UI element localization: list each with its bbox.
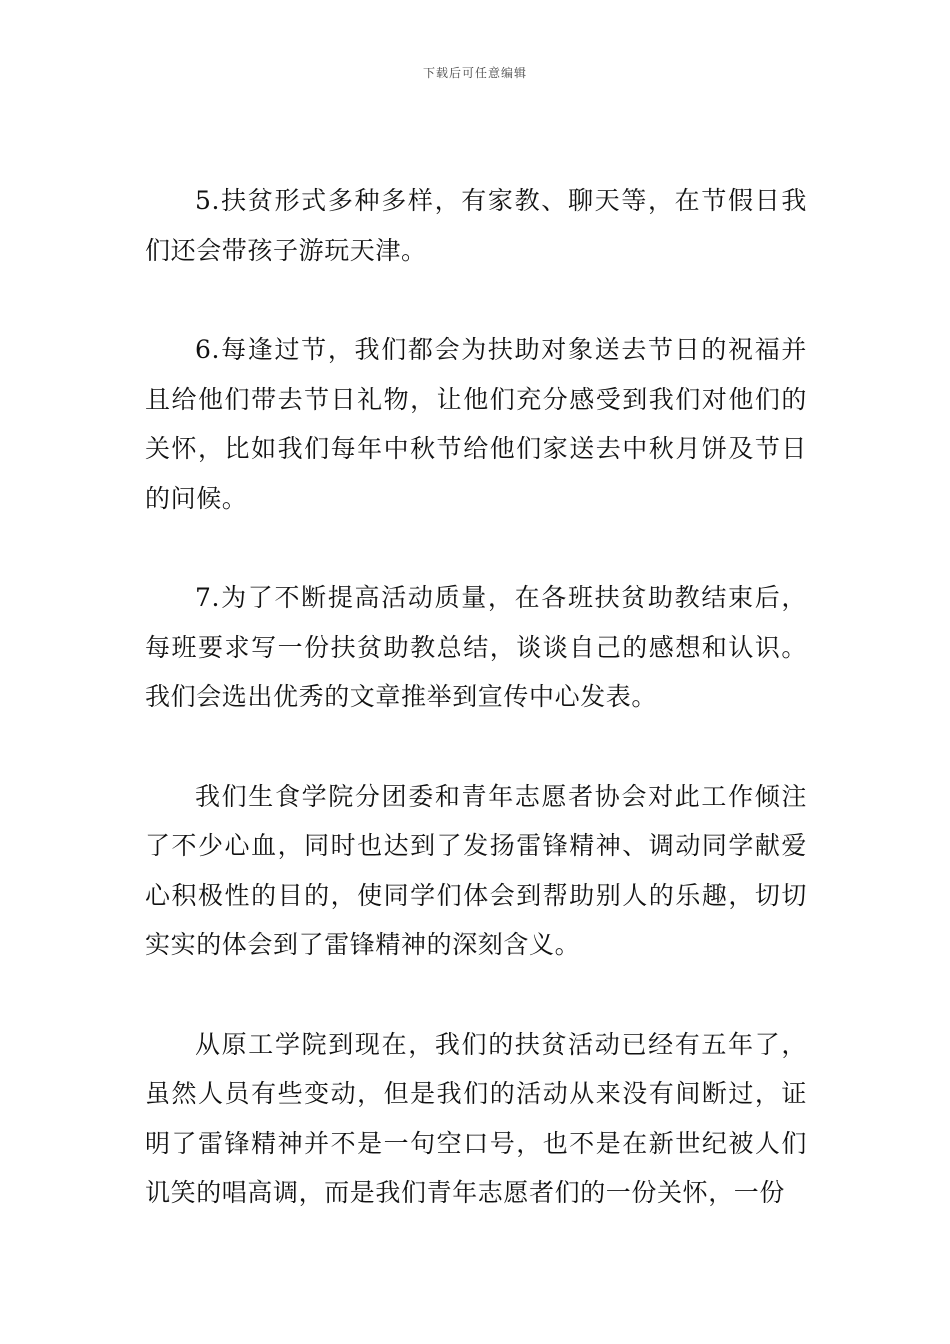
paragraph-history: 从原工学院到现在，我们的扶贫活动已经有五年了，虽然人员有些变动，但是我们的活动从来没有间断过，证明了雷锋精神并不是一句空口号，也不是在新世纪被人们讥笑的唱高调，而是我们青年志愿者们的一份关怀，一份 bbox=[145, 1029, 807, 1207]
paragraph-item-6: 6.每逢过节，我们都会为扶助对象送去节日的祝福并且给他们带去节日礼物，让他们充分感受到我们对他们的关怀，比如我们每年中秋节给他们家送去中秋月饼及节日的问候。 bbox=[145, 335, 807, 513]
paragraph-summary: 我们生食学院分团委和青年志愿者协会对此工作倾注了不少心血，同时也达到了发扬雷锋精神、调动同学献爱心积极性的目的，使同学们体会到帮助别人的乐趣，切切实实的体会到了雷锋精神的深刻含义。 bbox=[145, 781, 807, 959]
header-note: 下载后可任意编辑 bbox=[422, 66, 527, 80]
paragraph-item-7: 7.为了不断提高活动质量，在各班扶贫助教结束后，每班要求写一份扶贫助教总结，谈谈自己的感想和认识。我们会选出优秀的文章推举到宣传中心发表。 bbox=[145, 583, 807, 711]
document-body bbox=[145, 176, 807, 1268]
paragraph-item-5: 5.扶贫形式多种多样，有家教、聊天等，在节假日我们还会带孩子游玩天津。 bbox=[145, 186, 807, 265]
